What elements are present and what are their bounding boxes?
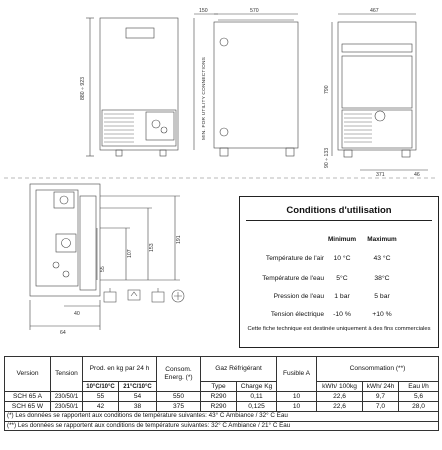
cond-row-min: -10 % <box>333 311 351 318</box>
cond-row-min: 5°C <box>336 275 348 282</box>
cell-eau: 28,0 <box>399 402 439 412</box>
right-view-drawing <box>332 14 428 170</box>
cell-kwh24: 9,7 <box>363 392 399 402</box>
cond-row-max: 5 bar <box>374 293 390 300</box>
side-view-drawing <box>214 14 298 156</box>
header-prod-10: 10°C/10°C <box>83 382 119 392</box>
header-gaz-type: Type <box>201 382 237 392</box>
header-gaz-charge: Charge Kg <box>237 382 277 392</box>
dim-height: 880 ÷ 923 <box>80 76 86 100</box>
dim-371: 371 <box>376 172 385 178</box>
dim-153: 153 <box>149 243 155 252</box>
cell-gaz-charge: 0,11 <box>237 392 277 402</box>
header-version: Version <box>5 357 51 392</box>
table-row <box>5 402 439 412</box>
cond-row-max: +10 % <box>372 311 392 318</box>
cell-prod-21: 38 <box>119 402 157 412</box>
cell-consom: 375 <box>157 402 201 412</box>
cell-kwh100: 22,6 <box>317 392 363 402</box>
dim-107: 107 <box>127 249 133 258</box>
header-eau: Eau l/h <box>399 382 439 392</box>
dim-570: 570 <box>250 8 259 14</box>
header-prod-21: 21°C/10°C <box>119 382 157 392</box>
header-tension: Tension <box>51 357 83 392</box>
front-view-drawing <box>86 14 218 156</box>
cell-tension: 230/50/1 <box>51 392 83 402</box>
header-gaz: Gaz Réfrigérant <box>201 357 277 382</box>
cell-gaz-type: R290 <box>201 392 237 402</box>
conditions-note: Cette fiche technique est destinée uniquement à des fins commerciales <box>247 326 431 332</box>
cond-row-label: Température de l'air <box>265 255 324 262</box>
header-kwh24: kWh/ 24h <box>363 382 399 392</box>
conditions-panel <box>239 196 439 348</box>
cell-prod-21: 54 <box>119 392 157 402</box>
dim-40: 40 <box>74 311 80 317</box>
header-fusible: Fusible A <box>277 357 317 392</box>
cell-eau: 5,6 <box>399 392 439 402</box>
cond-row-max: 43 °C <box>373 255 391 262</box>
cell-fusible: 10 <box>277 392 317 402</box>
cond-row-label: Température de l'eau <box>262 275 324 282</box>
dim-64: 64 <box>60 330 66 336</box>
utility-connections-label: MIN. FOR UTILITY CONNECTIONS <box>202 56 207 140</box>
dim-790: 790 <box>324 85 330 94</box>
cond-row-max: 38°C <box>374 275 390 282</box>
cond-row-label: Tension électrique <box>270 311 324 318</box>
cell-version: SCH 65 W <box>5 402 51 412</box>
cell-gaz-charge: 0,125 <box>237 402 277 412</box>
conditions-divider <box>246 220 432 221</box>
footnote-2: (**) Les données se rapportent aux conditions de température suivantes: 32° C Ambiance / 21° C Eau <box>5 421 439 431</box>
cond-row-min: 10 °C <box>333 255 351 262</box>
cell-tension: 230/50/1 <box>51 402 83 412</box>
cell-prod-10: 55 <box>83 392 119 402</box>
dim-46: 46 <box>414 172 420 178</box>
header-consom-energ: Consom. Energ. (*) <box>157 357 201 392</box>
dim-467: 467 <box>370 8 379 14</box>
dim-feet: 90 ÷ 133 <box>324 147 330 168</box>
cell-consom: 550 <box>157 392 201 402</box>
cell-version: SCH 65 A <box>5 392 51 402</box>
col-minimum-header: Minimum <box>327 236 357 243</box>
cell-fusible: 10 <box>277 402 317 412</box>
conditions-title: Conditions d'utilisation <box>286 205 392 216</box>
cond-row-min: 1 bar <box>334 293 350 300</box>
header-kwh100: kWh/ 100kg <box>317 382 363 392</box>
dim-150: 150 <box>199 8 208 14</box>
table-row <box>5 392 439 402</box>
connection-icons <box>104 288 184 302</box>
spec-table <box>4 356 439 431</box>
cell-prod-10: 42 <box>83 402 119 412</box>
header-production: Prod. en kg par 24 h <box>83 357 157 382</box>
col-maximum-header: Maximum <box>367 236 397 243</box>
cell-kwh100: 22,6 <box>317 402 363 412</box>
footnote-1: (*) Les données se rapportent aux conditions de température suivantes: 43° C Ambiance / 32° C Eau <box>5 412 439 422</box>
cell-kwh24: 7,0 <box>363 402 399 412</box>
plan-view-drawing <box>30 184 180 330</box>
dim-55: 55 <box>100 266 106 272</box>
header-consommation: Consommation (**) <box>317 357 439 382</box>
cond-row-label: Pression de l'eau <box>273 293 324 300</box>
dim-191: 191 <box>176 235 182 244</box>
cell-gaz-type: R290 <box>201 402 237 412</box>
